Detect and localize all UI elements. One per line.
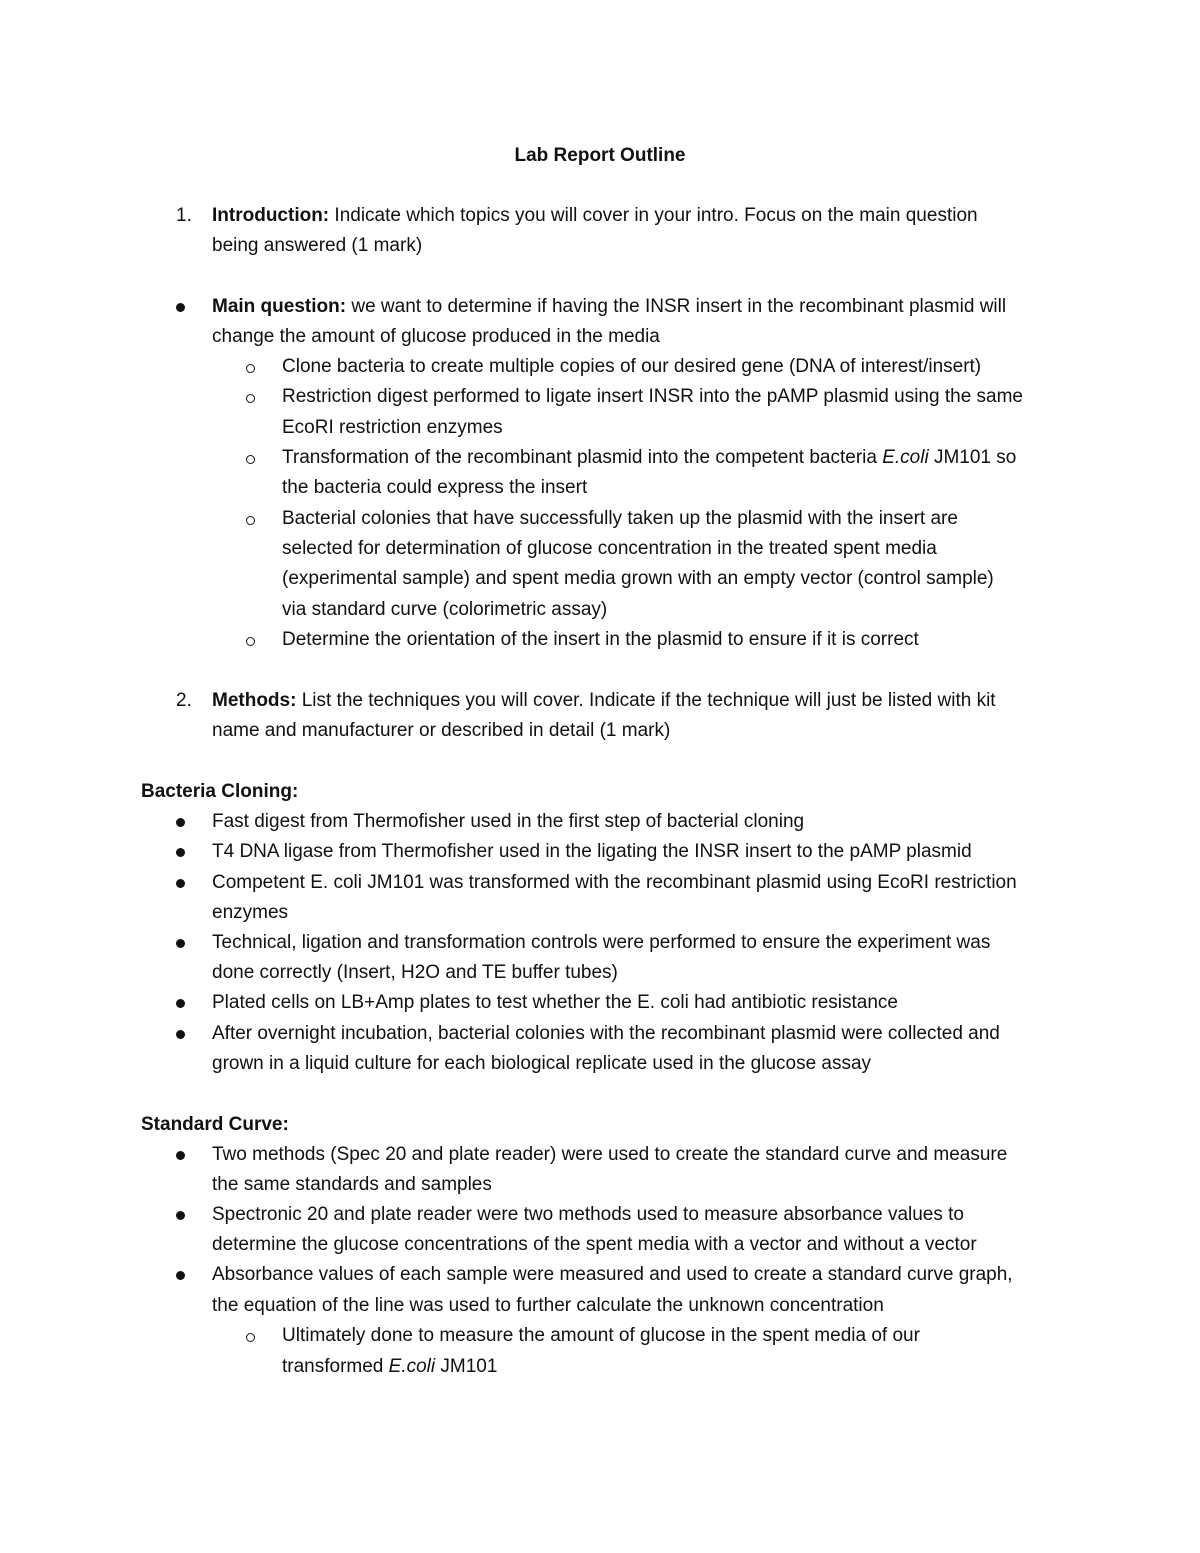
bullet-icon: [176, 818, 185, 827]
sub-item-2-line-2: EcoRI restriction enzymes: [282, 417, 503, 438]
list-number-2: 2.: [176, 690, 192, 711]
sub-item-3-text: Transformation of the recombinant plasmid into the competent bacteria: [282, 447, 883, 468]
circle-bullet-icon: [246, 516, 255, 525]
main-question-text-1: we want to determine if having the INSR insert in the recombinant plasmid will: [346, 296, 1007, 317]
list-number-1: 1.: [176, 205, 192, 226]
standard-sub-item-suffix: JM101: [435, 1356, 498, 1377]
methods-text-1: List the techniques you will cover. Indicate if the technique will just be listed with kit: [296, 690, 996, 711]
sub-item-4-line-4: via standard curve (colorimetric assay): [282, 599, 608, 620]
sub-item-3-suffix: JM101 so: [928, 447, 1017, 468]
sub-item-5: Determine the orientation of the insert in the plasmid to ensure if it is correct: [282, 629, 919, 650]
main-question-label: Main question:: [212, 296, 347, 317]
standard-sub-item-line-1: Ultimately done to measure the amount of glucose in the spent media of our: [282, 1325, 920, 1346]
cloning-item-1: Fast digest from Thermofisher used in the first step of bacterial cloning: [212, 811, 805, 832]
circle-bullet-icon: [246, 1333, 255, 1342]
section-heading-standard-curve: Standard Curve:: [141, 1114, 289, 1135]
bullet-icon: [176, 1211, 185, 1220]
bullet-icon: [176, 848, 185, 857]
ecoli-italic: E.coli: [882, 447, 929, 468]
cloning-item-5: Plated cells on LB+Amp plates to test whether the E. coli had antibiotic resistance: [212, 992, 898, 1013]
intro-label: Introduction:: [212, 205, 330, 226]
bullet-icon: [176, 1030, 185, 1039]
sub-item-2-line-1: Restriction digest performed to ligate insert INSR into the pAMP plasmid using the same: [282, 386, 1023, 407]
standard-item-2-line-2: determine the glucose concentrations of the spent media with a vector and without a vector: [212, 1234, 977, 1255]
intro-text-1: Indicate which topics you will cover in your intro. Focus on the main question: [329, 205, 978, 226]
standard-item-1-line-1: Two methods (Spec 20 and plate reader) were used to create the standard curve and measure: [212, 1144, 1008, 1165]
sub-item-3-line-2: the bacteria could express the insert: [282, 477, 588, 498]
sub-item-4-line-3: (experimental sample) and spent media grown with an empty vector (control sample): [282, 568, 994, 589]
standard-item-2-line-1: Spectronic 20 and plate reader were two methods used to measure absorbance values to: [212, 1204, 965, 1225]
circle-bullet-icon: [246, 455, 255, 464]
circle-bullet-icon: [246, 364, 255, 373]
standard-sub-item-line-2: [282, 1352, 497, 1382]
cloning-item-4-line-1: Technical, ligation and transformation controls were performed to ensure the experiment was: [212, 932, 991, 953]
sub-item-4-line-1: Bacterial colonies that have successfully taken up the plasmid with the insert are: [282, 508, 958, 529]
standard-item-1-line-2: the same standards and samples: [212, 1174, 492, 1195]
methods-line-1: [212, 686, 996, 716]
cloning-item-3-line-1: Competent E. coli JM101 was transformed with the recombinant plasmid using EcoRI restriction: [212, 872, 1017, 893]
cloning-item-6-line-1: After overnight incubation, bacterial colonies with the recombinant plasmid were collected and: [212, 1023, 1000, 1044]
bullet-icon: [176, 303, 185, 312]
cloning-item-6-line-2: grown in a liquid culture for each biological replicate used in the glucose assay: [212, 1053, 872, 1074]
circle-bullet-icon: [246, 394, 255, 403]
page-title: Lab Report Outline: [514, 145, 686, 166]
sub-item-3-line-1: [282, 443, 1016, 473]
circle-bullet-icon: [246, 637, 255, 646]
standard-sub-item-text: transformed: [282, 1356, 389, 1377]
bullet-icon: [176, 999, 185, 1008]
cloning-item-3-line-2: enzymes: [212, 902, 289, 923]
cloning-item-4-line-2: done correctly (Insert, H2O and TE buffer tubes): [212, 962, 618, 983]
ecoli-italic: E.coli: [388, 1356, 436, 1377]
bullet-icon: [176, 1271, 185, 1280]
sub-item-4-line-2: selected for determination of glucose concentration in the treated spent media: [282, 538, 937, 559]
bullet-icon: [176, 939, 185, 948]
intro-line-1: [212, 201, 978, 231]
standard-item-3-line-2: the equation of the line was used to further calculate the unknown concentration: [212, 1295, 884, 1316]
bullet-icon: [176, 879, 185, 888]
standard-item-3-line-1: Absorbance values of each sample were measured and used to create a standard curve graph,: [212, 1264, 1013, 1285]
methods-line-2: name and manufacturer or described in detail (1 mark): [212, 720, 671, 741]
cloning-item-2: T4 DNA ligase from Thermofisher used in the ligating the INSR insert to the pAMP plasmid: [212, 841, 972, 862]
sub-item-1: Clone bacteria to create multiple copies of our desired gene (DNA of interest/insert): [282, 356, 982, 377]
section-heading-cloning: Bacteria Cloning:: [141, 781, 299, 802]
main-question-line-2: change the amount of glucose produced in the media: [212, 326, 660, 347]
methods-label: Methods:: [212, 690, 297, 711]
main-question-line-1: [212, 292, 1006, 322]
bullet-icon: [176, 1151, 185, 1160]
intro-line-2: being answered (1 mark): [212, 235, 423, 256]
